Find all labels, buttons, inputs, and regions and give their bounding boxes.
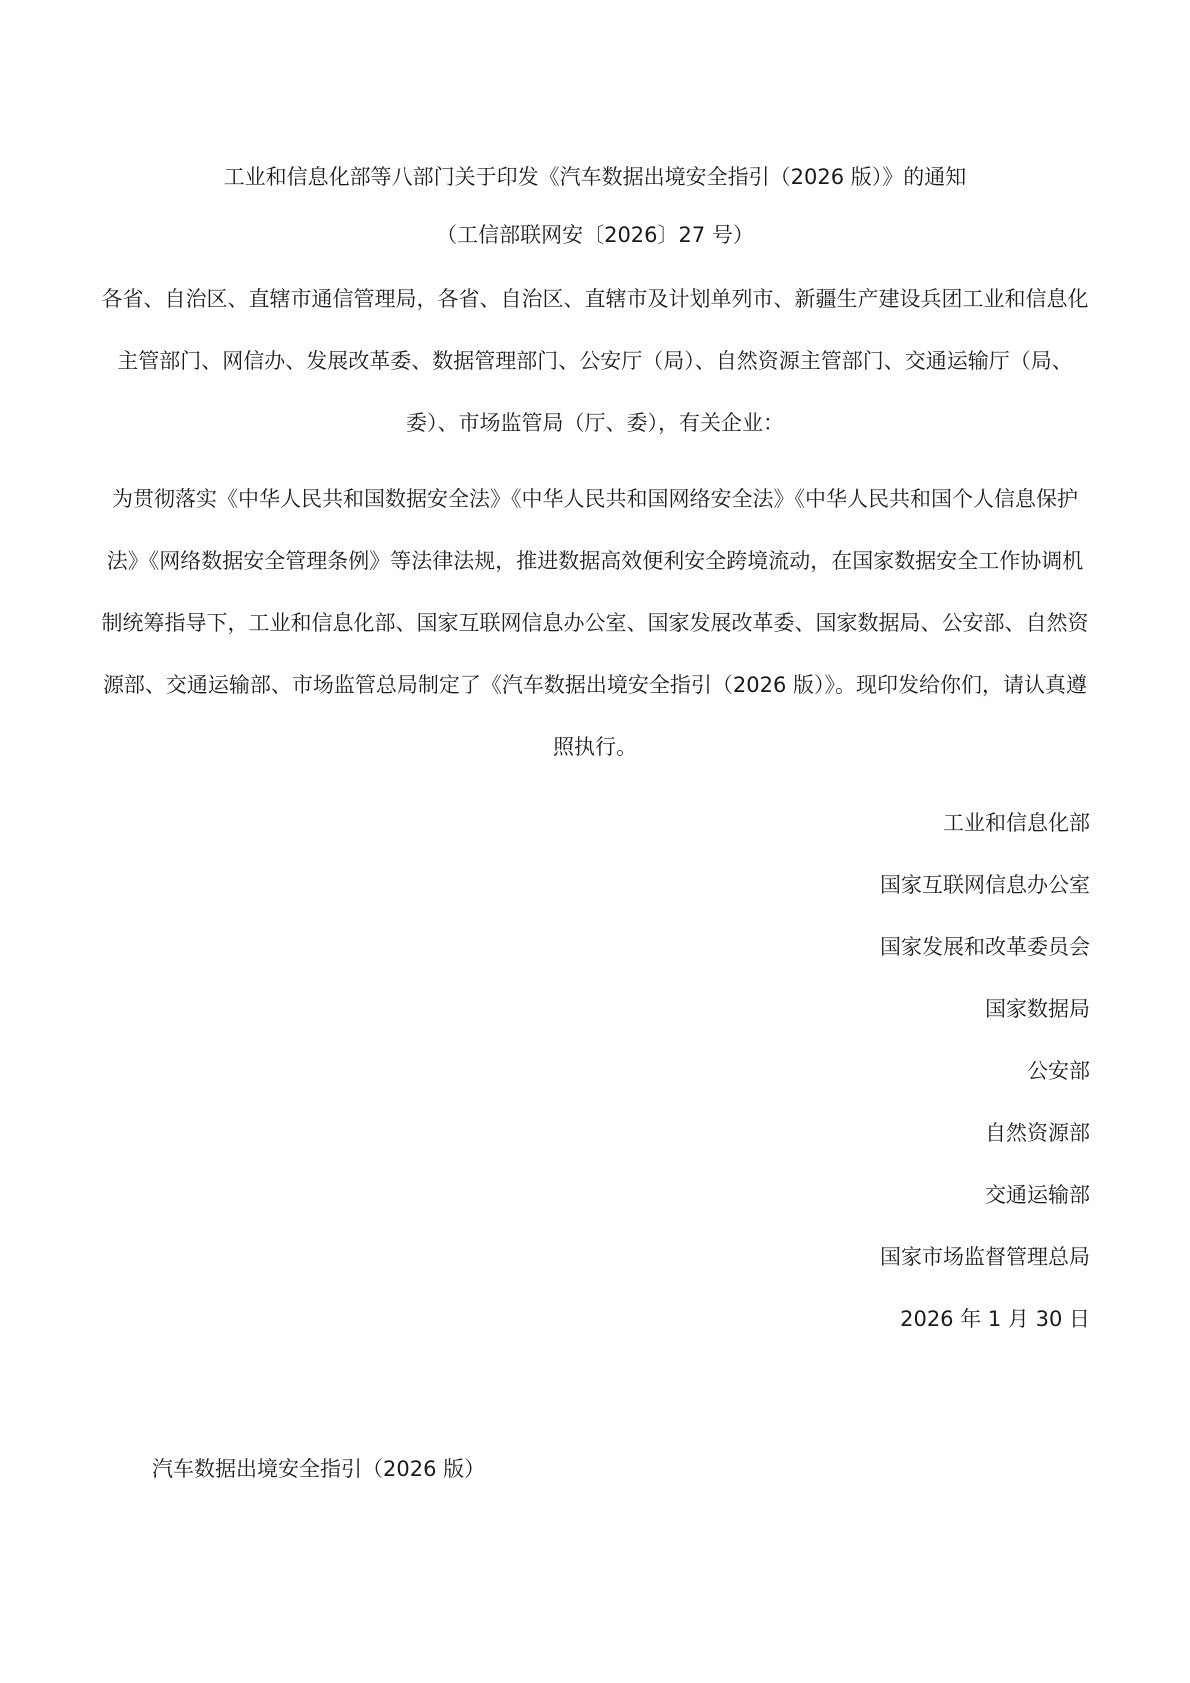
signatory-mnr: 自然资源部: [985, 1121, 1090, 1145]
signatory-nda: 国家数据局: [985, 997, 1090, 1021]
signatory-list: [100, 792, 1090, 1350]
notice-body-paragraph: 为贯彻落实《中华人民共和国数据安全法》《中华人民共和国网络安全法》《中华人民共和国个人信息保护法》《网络数据安全管理条例》等法律法规，推进数据高效便利安全跨境流动，在国家数据安全工作协调机制统筹指导下，工业和信息化部、国家互联网信息办公室、国家发展改革委、国家数据局、公安部、自然资源部、交通运输部、市场监管总局制定了《汽车数据出境安全指引（2026 版）》。现印发给你们，请认真遵照执行。: [101, 487, 1089, 759]
issue-date: 2026 年 1 月 30 日: [900, 1307, 1090, 1331]
signatory-miit: 工业和信息化部: [943, 811, 1090, 835]
signatory-ndrc: 国家发展和改革委员会: [880, 935, 1090, 959]
notice-title: 工业和信息化部等八部门关于印发《汽车数据出境安全指引（2026 版）》的通知: [223, 165, 967, 189]
document-number: （工信部联网安〔2026〕27 号）: [436, 223, 754, 247]
signatory-samr: 国家市场监督管理总局: [880, 1245, 1090, 1269]
signatory-mot: 交通运输部: [985, 1183, 1090, 1207]
attachment-title: 汽车数据出境安全指引（2026 版）: [152, 1457, 486, 1481]
signatory-cac: 国家互联网信息办公室: [880, 873, 1090, 897]
signatory-mps: 公安部: [1027, 1059, 1090, 1083]
addressees-paragraph: 各省、自治区、直辖市通信管理局，各省、自治区、直辖市及计划单列市、新疆生产建设兵团工业和信息化主管部门、网信办、发展改革委、数据管理部门、公安厅（局）、自然资源主管部门、交通运输厅（局、委）、市场监管局（厅、委），有关企业：: [101, 287, 1089, 435]
